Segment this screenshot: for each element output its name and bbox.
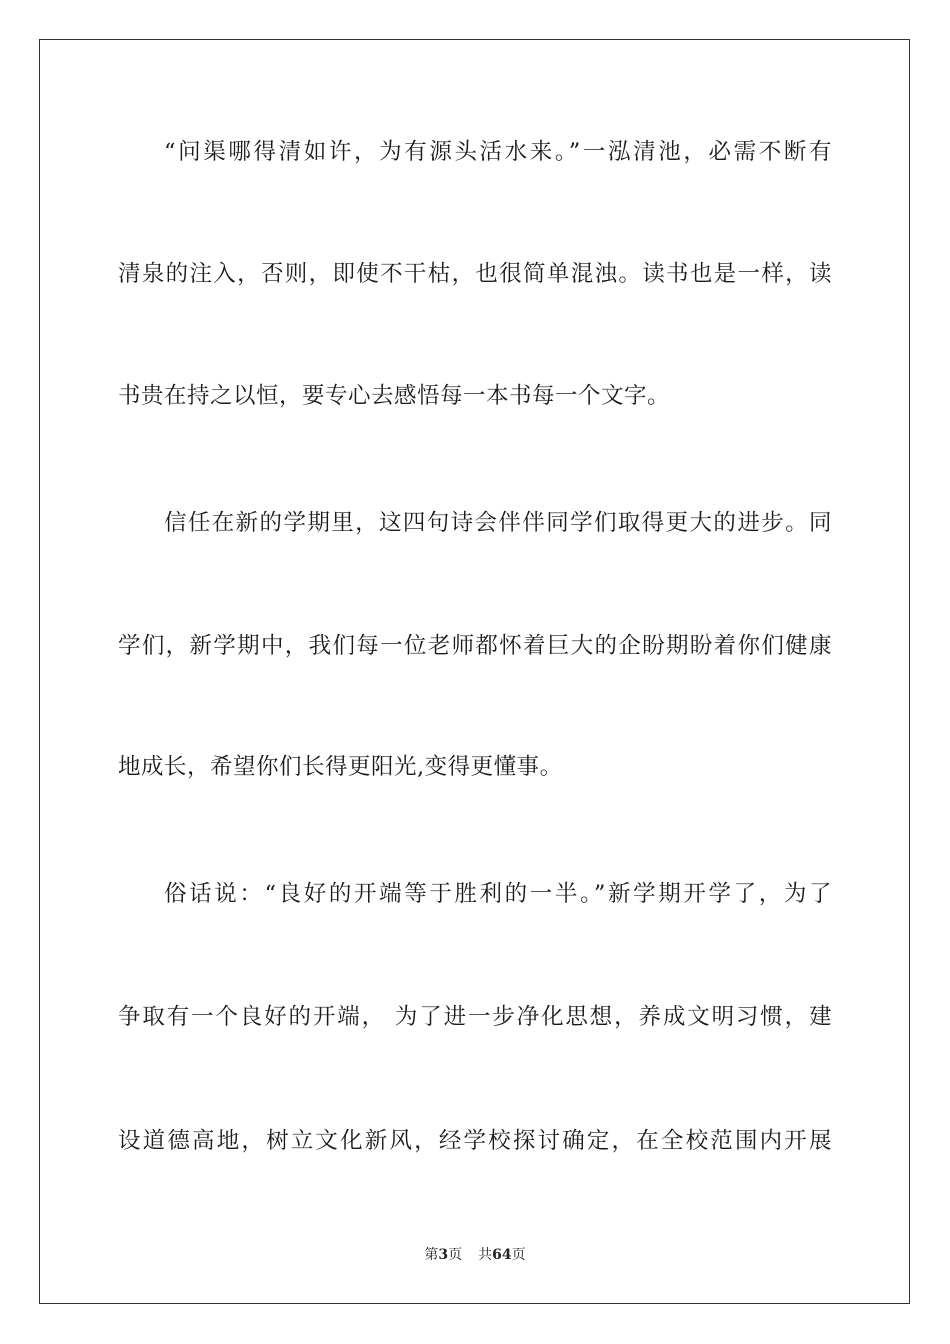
paragraph-3-line-3: 设道德高地，树立文化新风，经学校探讨确定，在全校范围内开展 xyxy=(118,1128,832,1154)
paragraph-2-line-2: 学们，新学期中，我们每一位老师都怀着巨大的企盼期盼着你们健康 xyxy=(118,633,832,659)
page-number: 3 xyxy=(438,1247,449,1263)
paragraph-3-line-2: 争取有一个良好的开端， 为了进一步净化思想，养成文明习惯，建 xyxy=(118,1004,832,1030)
total-pages: 64 xyxy=(492,1247,512,1263)
total-suffix: 页 xyxy=(511,1247,526,1263)
page-footer xyxy=(0,1245,950,1265)
paragraph-2-line-3: 地成长，希望你们长得更阳光,变得更懂事。 xyxy=(118,754,563,780)
total-prefix: 共 xyxy=(478,1247,493,1263)
paragraph-1-line-2: 清泉的注入，否则，即使不干枯，也很简单混浊。读书也是一样，读 xyxy=(118,261,832,287)
paragraph-3-line-1: 俗话说：“良好的开端等于胜利的一半。”新学期开学了，为了 xyxy=(164,881,832,907)
page-suffix: 页 xyxy=(448,1247,463,1263)
page-prefix: 第 xyxy=(424,1247,439,1263)
page-border xyxy=(39,39,910,1304)
paragraph-2-line-1: 信任在新的学期里，这四句诗会伴伴同学们取得更大的进步。同 xyxy=(164,510,832,536)
paragraph-1-line-3: 书贵在持之以恒，要专心去感悟每一本书每一个文字。 xyxy=(118,383,671,409)
paragraph-1-line-1: “问渠哪得清如许，为有源头活水来。”一泓清池，必需不断有 xyxy=(164,139,832,165)
